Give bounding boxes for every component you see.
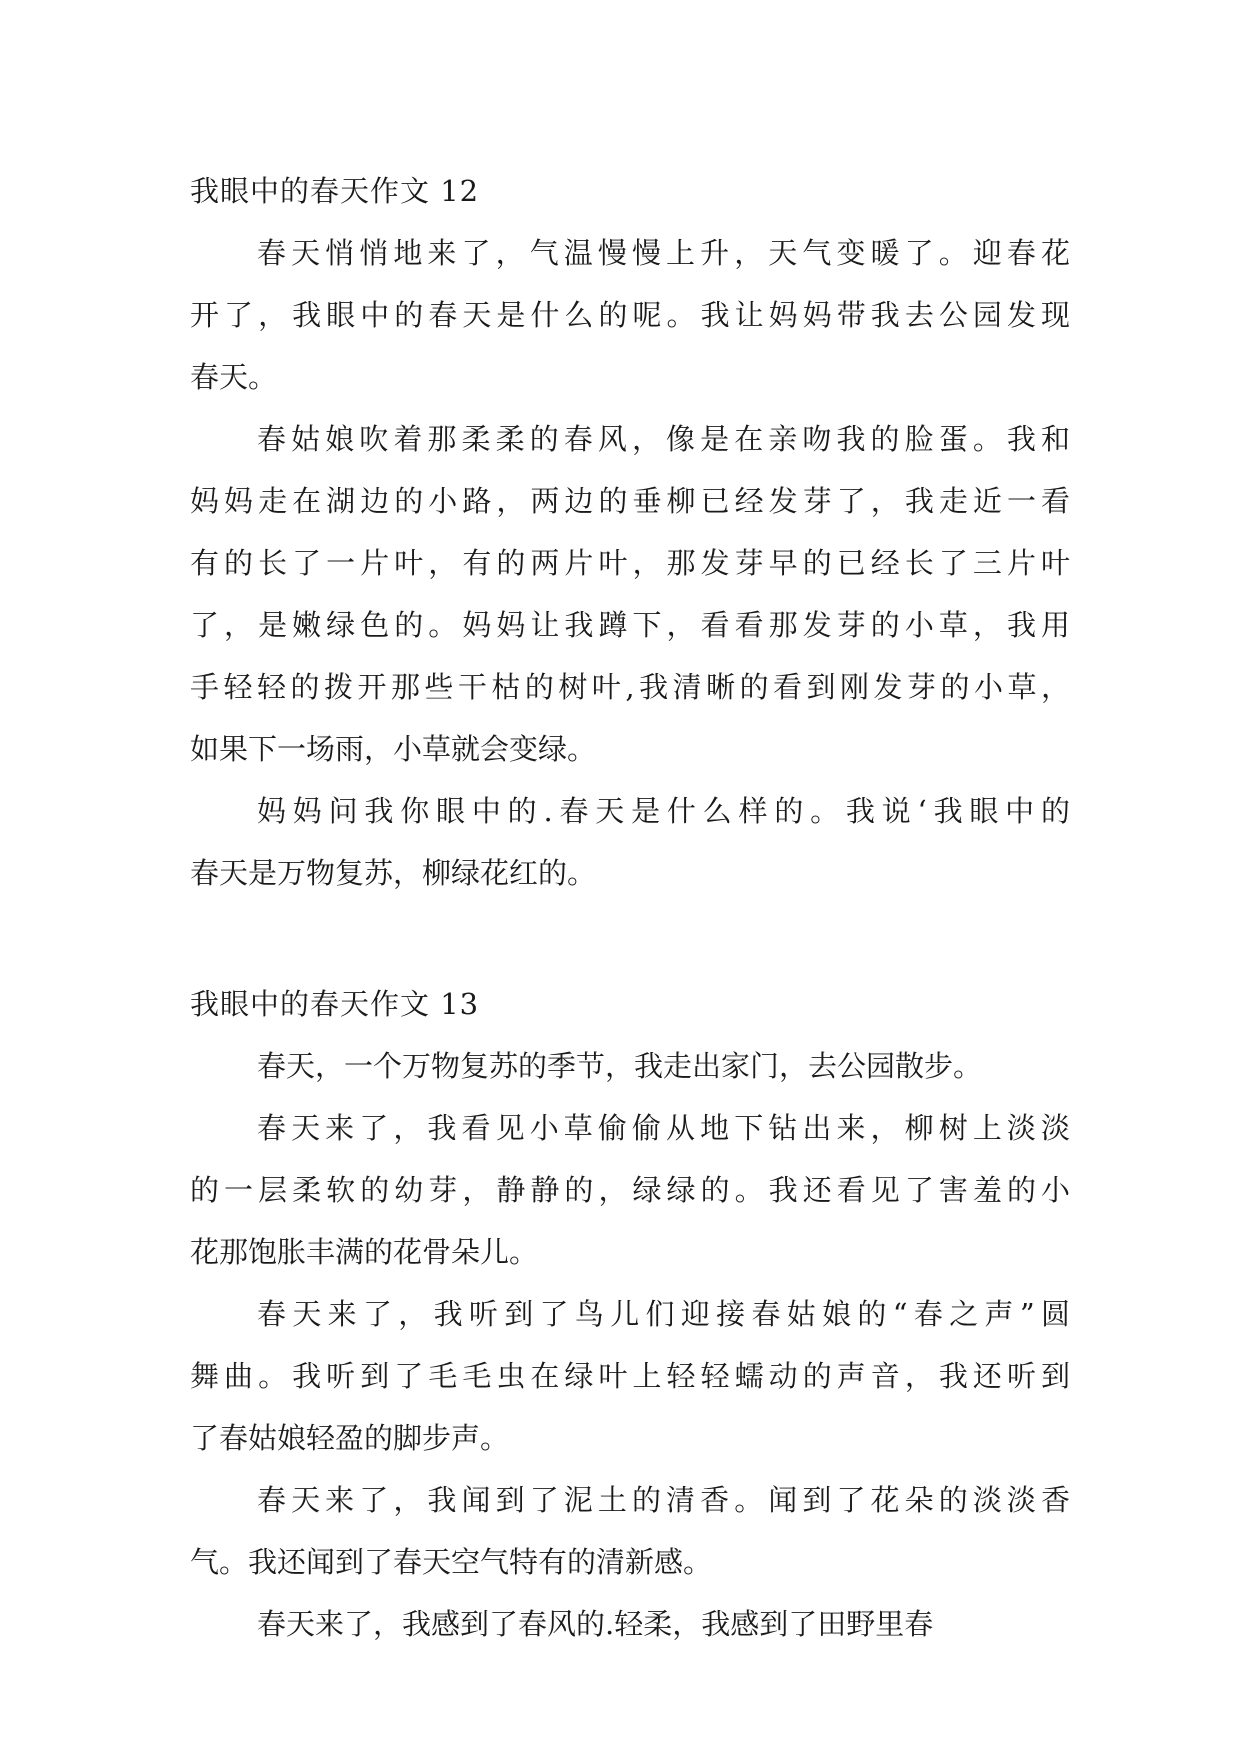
essay-section — [190, 973, 1070, 1655]
text-line: 的一层柔软的幼芽，静静的，绿绿的。我还看见了害羞的小 — [190, 1173, 1070, 1207]
text-line: 有的长了一片叶，有的两片叶，那发芽早的已经长了三片叶 — [190, 546, 1070, 580]
document-content — [190, 160, 1070, 1655]
paragraph — [190, 222, 1070, 408]
text-line: 春天来了，我闻到了泥土的清香。闻到了花朵的淡淡香 — [257, 1483, 1070, 1517]
text-line: 春天，一个万物复苏的季节，我走出家门，去公园散步。 — [257, 1049, 983, 1083]
text-line: 春姑娘吹着那柔柔的春风，像是在亲吻我的脸蛋。我和 — [257, 422, 1070, 456]
text-line: 春天来了，我感到了春风的.轻柔，我感到了田野里春 — [257, 1607, 934, 1641]
text-line: 了春姑娘轻盈的脚步声。 — [190, 1421, 510, 1455]
section-title: 我眼中的春天作文 12 — [190, 174, 480, 208]
paragraph — [190, 408, 1070, 780]
paragraph — [190, 1593, 1070, 1655]
text-line: 妈妈问我你眼中的.春天是什么样的。我说‘我眼中的 — [257, 794, 1070, 828]
paragraph — [190, 1469, 1070, 1593]
section-title: 我眼中的春天作文 13 — [190, 987, 480, 1021]
text-line: 春天。 — [190, 360, 278, 394]
text-line: 妈妈走在湖边的小路，两边的垂柳已经发芽了，我走近一看 — [190, 484, 1070, 518]
text-line: 春天来了，我听到了鸟儿们迎接春姑娘的“春之声”圆 — [257, 1297, 1070, 1331]
paragraph — [190, 1097, 1070, 1283]
paragraph — [190, 780, 1070, 904]
paragraph — [190, 1035, 1070, 1097]
text-line: 春天悄悄地来了，气温慢慢上升，天气变暖了。迎春花 — [257, 236, 1070, 270]
essay-section — [190, 160, 1070, 904]
text-line: 春天是万物复苏，柳绿花红的。 — [190, 856, 597, 890]
paragraph — [190, 1283, 1070, 1469]
text-line: 气。我还闻到了春天空气特有的清新感。 — [190, 1545, 713, 1579]
text-line: 手轻轻的拨开那些干枯的树叶,我清晰的看到刚发芽的小草， — [190, 670, 1070, 704]
text-line: 花那饱胀丰满的花骨朵儿。 — [190, 1235, 539, 1269]
text-line: 开了，我眼中的春天是什么的呢。我让妈妈带我去公园发现 — [190, 298, 1070, 332]
text-line: 舞曲。我听到了毛毛虫在绿叶上轻轻蠕动的声音，我还听到 — [190, 1359, 1070, 1393]
text-line: 如果下一场雨，小草就会变绿。 — [190, 732, 597, 766]
text-line: 春天来了，我看见小草偷偷从地下钻出来，柳树上淡淡 — [257, 1111, 1070, 1145]
text-line: 了，是嫩绿色的。妈妈让我蹲下，看看那发芽的小草，我用 — [190, 608, 1070, 642]
